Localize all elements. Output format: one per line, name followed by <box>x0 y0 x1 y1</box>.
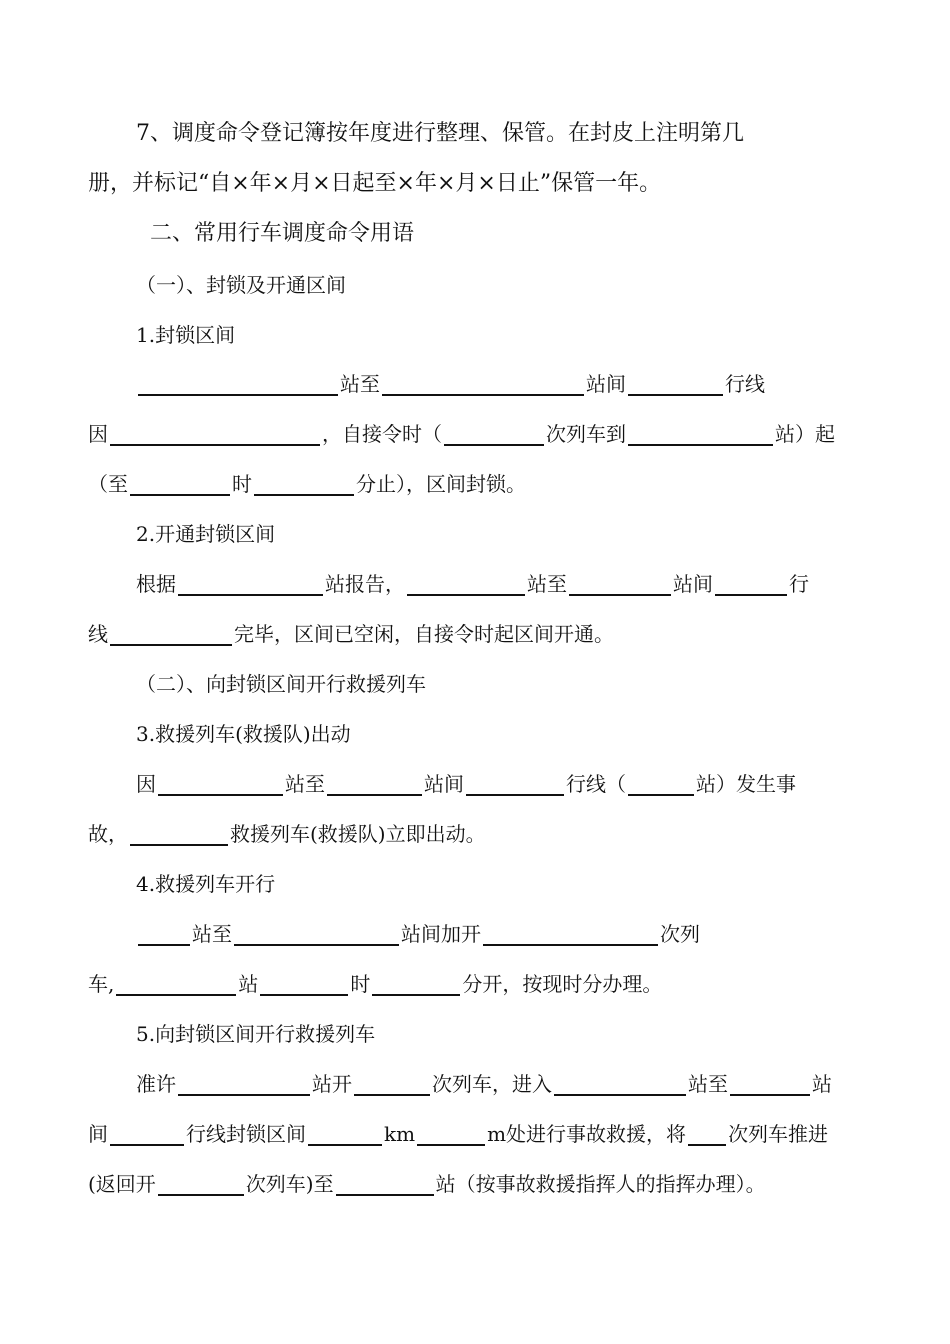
text: 发 <box>736 772 756 796</box>
text: 站 <box>586 372 606 396</box>
text: 站至 <box>527 572 567 596</box>
blank-station[interactable] <box>628 424 773 446</box>
blank-line[interactable] <box>110 1124 184 1146</box>
blank-station-b[interactable] <box>382 374 584 396</box>
item-5-line-2 <box>88 1122 863 1146</box>
text: 根据 <box>136 572 176 596</box>
text: km <box>384 1122 416 1146</box>
text: 时 <box>232 472 252 496</box>
item-2-line-2 <box>88 622 863 646</box>
text: 救援列车(救援队)立即出动。 <box>230 822 486 846</box>
blank-station-a[interactable] <box>158 774 283 796</box>
blank-train-number[interactable] <box>688 1124 726 1146</box>
blank-km[interactable] <box>308 1124 382 1146</box>
blank-m[interactable] <box>417 1124 485 1146</box>
blank-minute[interactable] <box>254 474 354 496</box>
item-3-title: 3.救援列车(救援队)出动 <box>136 722 351 746</box>
blank-station[interactable] <box>178 1074 310 1096</box>
paragraph-7-line-1: 7、调度命令登记簿按年度进行整理、保管。在封皮上注明第几 <box>136 121 744 146</box>
item-2-title: 2.开通封锁区间 <box>136 522 276 546</box>
text: 时 <box>350 972 371 996</box>
blank-line[interactable] <box>466 774 564 796</box>
item-4-line-2 <box>88 972 863 996</box>
text: 准许 <box>136 1072 176 1096</box>
item-2-line-1 <box>136 572 863 596</box>
text: 站 <box>401 922 421 946</box>
text: 站 <box>812 1072 832 1096</box>
text: 次列车推进 <box>728 1122 829 1146</box>
text: 事 <box>776 772 796 796</box>
text: （ <box>606 772 626 796</box>
text: 因 <box>88 422 108 446</box>
item-5-title: 5.向封锁区间开行救援列车 <box>136 1022 376 1046</box>
item-5-line-1 <box>136 1072 863 1096</box>
text: 间 <box>606 372 626 396</box>
text: 站 <box>340 372 360 396</box>
blank-station-b[interactable] <box>569 574 671 596</box>
text: 至 <box>360 372 380 396</box>
blank-station-a[interactable] <box>407 574 525 596</box>
item-3-line-2 <box>88 822 863 846</box>
blank-station[interactable] <box>336 1174 434 1196</box>
text: (返回开 <box>88 1172 156 1196</box>
text: 站（按事故救援指挥人的指挥办理）。 <box>435 1172 766 1196</box>
text: 列 <box>680 922 700 946</box>
text: 加 <box>441 922 461 946</box>
item-5-line-3 <box>88 1172 863 1196</box>
text: 次列车到 <box>546 422 626 446</box>
blank-station[interactable] <box>130 824 228 846</box>
item-4-title: 4.救援列车开行 <box>136 872 276 896</box>
blank-line[interactable] <box>628 374 723 396</box>
text: 线 <box>745 372 765 396</box>
blank-minute[interactable] <box>372 974 460 996</box>
item-1-line-1 <box>136 372 863 396</box>
text: 线 <box>586 772 606 796</box>
text: 站至 <box>285 772 325 796</box>
blank-station-a[interactable] <box>554 1074 686 1096</box>
blank-station-a[interactable] <box>138 374 338 396</box>
blank-reporting-station[interactable] <box>178 574 323 596</box>
text: 行 <box>725 372 745 396</box>
text: m处进行事故救援，将 <box>487 1122 687 1146</box>
item-1-line-2 <box>88 422 863 446</box>
text: 分止），区间封锁。 <box>356 472 526 496</box>
text: 站 <box>238 972 259 996</box>
blank-train-number[interactable] <box>483 924 658 946</box>
blank-station-b[interactable] <box>327 774 422 796</box>
item-1-line-3 <box>88 472 863 496</box>
text: （至 <box>88 472 128 496</box>
item-1-title: 1.封锁区间 <box>136 323 236 347</box>
text: 站至 <box>688 1072 728 1096</box>
text: 间 <box>421 922 441 946</box>
text: 站间 <box>673 572 713 596</box>
text: 站间 <box>424 772 464 796</box>
blank-line[interactable] <box>715 574 787 596</box>
text: 行 <box>566 772 586 796</box>
item-3-line-1 <box>136 772 863 796</box>
text: 至 <box>212 922 232 946</box>
text: 线 <box>88 622 108 646</box>
blank-station[interactable] <box>116 974 236 996</box>
section-2-title: 二、常用行车调度命令用语 <box>150 221 415 246</box>
subsection-1-title: （一）、封锁及开通区间 <box>136 273 346 297</box>
text: 完毕，区间已空闲，自接令时起区间开通。 <box>234 622 614 646</box>
text: 站 <box>696 772 716 796</box>
text: 次 <box>660 922 680 946</box>
blank-hour[interactable] <box>130 474 230 496</box>
blank-station-b[interactable] <box>730 1074 810 1096</box>
paragraph-7-line-2: 册，并标记“自×年×月×日起至×年×月×日止”保管一年。 <box>88 171 662 196</box>
text: 站开 <box>312 1072 352 1096</box>
text: 车, <box>88 972 115 996</box>
blank-train-number[interactable] <box>158 1174 244 1196</box>
text: 因 <box>136 772 156 796</box>
text: ，自接令时（ <box>322 422 442 446</box>
text: 次列车，进入 <box>432 1072 552 1096</box>
blank-hour[interactable] <box>260 974 348 996</box>
text: 站报告， <box>325 572 405 596</box>
text: 行 <box>789 572 809 596</box>
text: 站 <box>192 922 212 946</box>
text: 生 <box>756 772 776 796</box>
blank-reason[interactable] <box>110 424 320 446</box>
text: 故， <box>88 822 128 846</box>
blank-work[interactable] <box>110 624 232 646</box>
text: 行线封锁区间 <box>186 1122 306 1146</box>
text: ） <box>716 772 736 796</box>
blank-train-number[interactable] <box>354 1074 430 1096</box>
blank-train-number[interactable] <box>444 424 544 446</box>
blank-station-b[interactable] <box>234 924 399 946</box>
item-4-line-1 <box>136 922 863 946</box>
blank-station-a[interactable] <box>138 924 190 946</box>
subsection-2-title: （二）、向封锁区间开行救援列车 <box>136 672 426 696</box>
text: 间 <box>88 1122 108 1146</box>
text: 站）起 <box>775 422 835 446</box>
text: 开 <box>461 922 481 946</box>
text: 分开，按现时分办理。 <box>462 972 663 996</box>
text: 次列车)至 <box>245 1172 334 1196</box>
blank-station[interactable] <box>628 774 694 796</box>
